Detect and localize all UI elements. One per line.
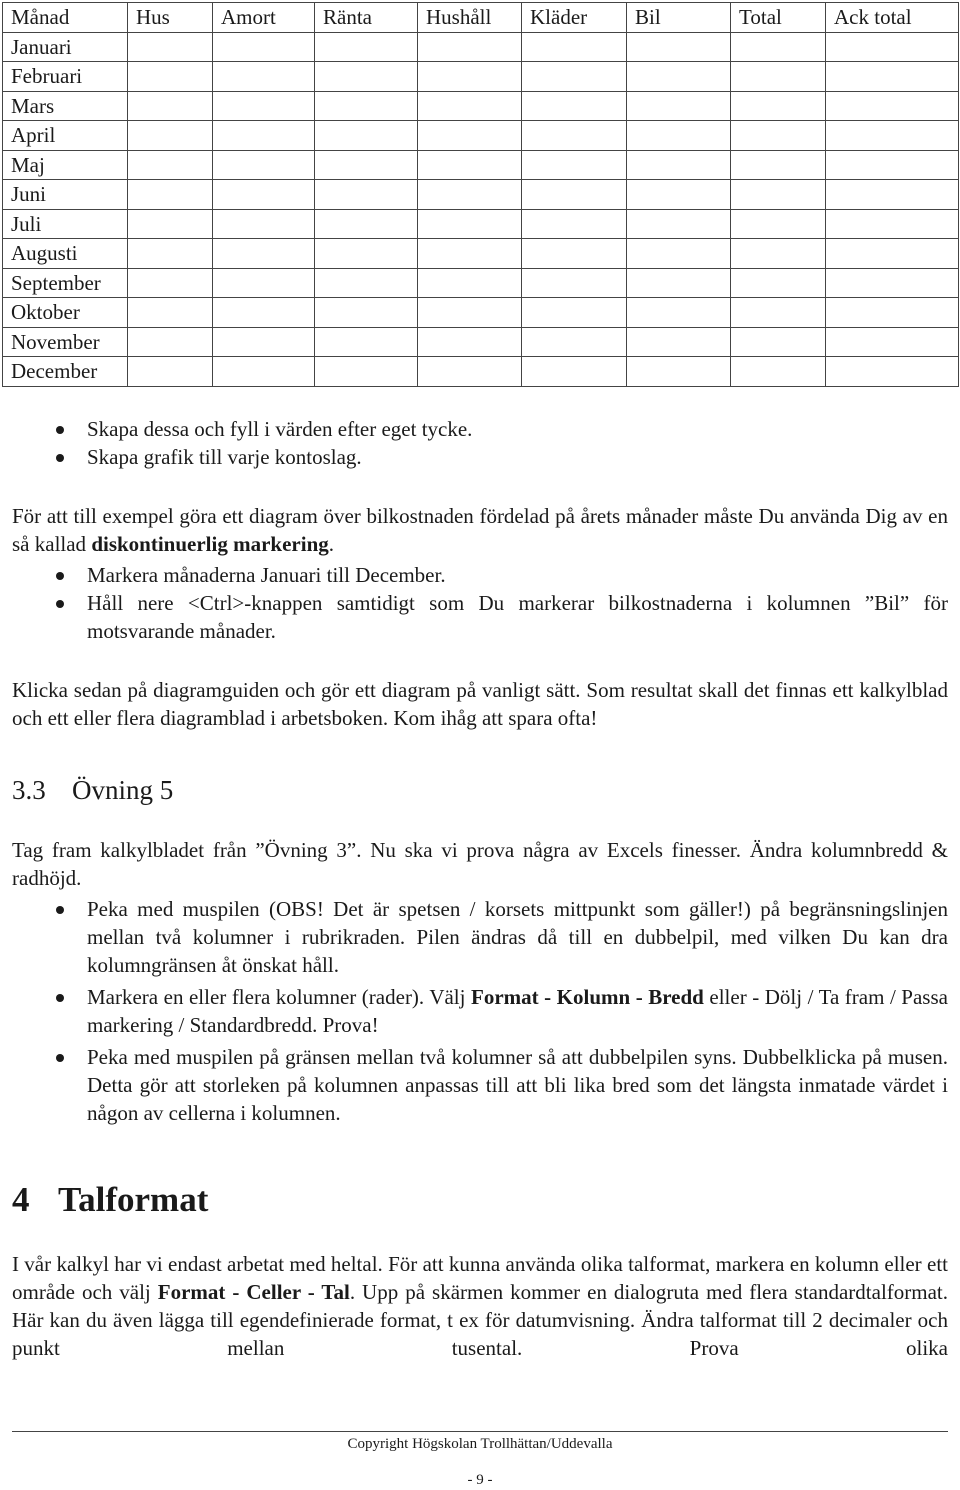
empty-cell [213,239,315,269]
empty-cell [731,239,826,269]
month-cell: April [3,121,128,151]
table-row [3,268,959,298]
bullet-icon [56,426,64,434]
empty-cell [315,357,418,387]
empty-cell [315,327,418,357]
paragraph-3: Tag fram kalkylbladet från ”Övning 3”. Nu ska vi prova några av Excels finesser. Ändra kolumnbredd & radhöjd. [12,838,948,890]
empty-cell [418,150,522,180]
empty-cell [315,62,418,92]
empty-cell [826,239,959,269]
empty-cell [731,91,826,121]
empty-cell [826,62,959,92]
empty-cell [522,327,627,357]
section-heading-4: 4 Talformat [12,1180,209,1219]
list-item: Håll nere <Ctrl>-knappen samtidigt som Du markerar bilkostnaderna i kolumnen ”Bil” för motsvarande månader. [12,589,948,645]
empty-cell [627,209,731,239]
empty-cell [315,150,418,180]
header-manad: Månad [3,3,128,33]
empty-cell [522,298,627,328]
list-item: Markera en eller flera kolumner (rader). Välj Format - Kolumn - Bredd eller - Dölj / Ta fram / Passa markering / Standardbredd. Prova! [12,983,948,1039]
empty-cell [731,150,826,180]
empty-cell [418,121,522,151]
empty-cell [627,357,731,387]
empty-cell [128,180,213,210]
header-bil: Bil [627,3,731,33]
empty-cell [522,91,627,121]
empty-cell [522,357,627,387]
empty-cell [315,298,418,328]
empty-cell [522,239,627,269]
table-row [3,150,959,180]
empty-cell [826,268,959,298]
footer-divider [12,1431,948,1432]
empty-cell [418,32,522,62]
empty-cell [315,239,418,269]
empty-cell [315,268,418,298]
empty-cell [522,62,627,92]
bullet-icon [56,572,64,580]
header-hus: Hus [128,3,213,33]
empty-cell [315,91,418,121]
empty-cell [418,209,522,239]
header-total: Total [731,3,826,33]
month-cell: November [3,327,128,357]
empty-cell [213,327,315,357]
empty-cell [213,91,315,121]
empty-cell [522,180,627,210]
empty-cell [627,327,731,357]
empty-cell [315,180,418,210]
table-row [3,121,959,151]
header-hushall: Hushåll [418,3,522,33]
paragraph-4: I vår kalkyl har vi endast arbetat med heltal. För att kunna använda olika talformat, markera en kolumn eller ett område och välj Format - Celler - Tal. Upp på skärmen kommer en dialogruta med flera standardtalformat. Här kan du även lägga till egendefinierade format, t ex för datumvisning. Ändra talformat till 2 decimaler och punkt mellan tusental. Prova olika [12,1252,949,1360]
empty-cell [826,32,959,62]
table-row [3,239,959,269]
empty-cell [128,62,213,92]
month-cell: Februari [3,62,128,92]
empty-cell [627,150,731,180]
empty-cell [826,150,959,180]
bold-term: diskontinuerlig markering [91,532,329,556]
empty-cell [522,32,627,62]
empty-cell [128,239,213,269]
empty-cell [213,209,315,239]
bullet-icon [56,994,64,1002]
bold-menu-path: Format - Celler - Tal [157,1280,350,1304]
empty-cell [213,150,315,180]
empty-cell [731,62,826,92]
month-cell: Januari [3,32,128,62]
empty-cell [418,239,522,269]
empty-cell [731,327,826,357]
bullet-list-3 [12,895,948,1127]
empty-cell [418,91,522,121]
list-item: Peka med muspilen på gränsen mellan två kolumner så att dubbelpilen syns. Dubbelklicka på musen. Detta gör att storleken på kolumnen anpassas till att bli lika bred som det längsta inmatade värdet i någon av cellerna i kolumnen. [12,1043,948,1127]
header-ack-total: Ack total [826,3,959,33]
empty-cell [627,62,731,92]
empty-cell [627,268,731,298]
empty-cell [826,91,959,121]
empty-cell [522,268,627,298]
empty-cell [418,298,522,328]
empty-cell [213,357,315,387]
table-row [3,32,959,62]
empty-cell [627,121,731,151]
empty-cell [128,209,213,239]
empty-cell [315,209,418,239]
empty-cell [128,268,213,298]
empty-cell [826,121,959,151]
empty-cell [731,180,826,210]
month-cell: December [3,357,128,387]
header-ranta: Ränta [315,3,418,33]
empty-cell [731,209,826,239]
empty-cell [826,209,959,239]
empty-cell [627,239,731,269]
header-klader: Kläder [522,3,627,33]
empty-cell [627,180,731,210]
list-item: Markera månaderna Januari till December. [12,561,948,589]
empty-cell [826,327,959,357]
bullet-icon [56,454,64,462]
empty-cell [128,121,213,151]
table-row [3,209,959,239]
table-row [3,298,959,328]
list-item: Peka med muspilen (OBS! Det är spetsen / korsets mittpunkt som gäller!) på begränsningslinjen mellan två kolumner i rubrikraden. Pilen ändras då till en dubbelpil, med vilken Du kan dra kolumngränsen åt önskat håll. [12,895,948,979]
table-header-row [3,3,959,33]
month-cell: Juni [3,180,128,210]
month-cell: Augusti [3,239,128,269]
empty-cell [128,32,213,62]
section-heading-3-3: 3.3 Övning 5 [12,775,174,805]
empty-cell [315,32,418,62]
empty-cell [213,62,315,92]
bullet-icon [56,1054,64,1062]
empty-cell [522,150,627,180]
empty-cell [213,268,315,298]
list-item: Skapa dessa och fyll i värden efter eget tycke. [12,415,948,443]
empty-cell [128,357,213,387]
empty-cell [418,327,522,357]
bullet-icon [56,600,64,608]
month-cell: September [3,268,128,298]
empty-cell [731,268,826,298]
empty-cell [128,150,213,180]
empty-cell [731,298,826,328]
table-row [3,91,959,121]
empty-cell [731,121,826,151]
empty-cell [627,91,731,121]
empty-cell [418,62,522,92]
empty-cell [826,180,959,210]
empty-cell [627,298,731,328]
empty-cell [128,327,213,357]
empty-cell [826,357,959,387]
empty-cell [213,298,315,328]
month-cell: Juli [3,209,128,239]
empty-cell [731,357,826,387]
paragraph-1: För att till exempel göra ett diagram över bilkostnaden fördelad på årets månader måste Du använda Dig av en så kallad diskontinuerlig markering. [12,504,948,556]
bullet-list-2 [12,561,948,645]
page-number: - 9 - [467,1472,493,1488]
month-cell: Mars [3,91,128,121]
table-row [3,180,959,210]
header-amort: Amort [213,3,315,33]
month-cell: Oktober [3,298,128,328]
bullet-icon [56,906,64,914]
table-row [3,327,959,357]
empty-cell [128,298,213,328]
table-row [3,357,959,387]
empty-cell [522,209,627,239]
month-cell: Maj [3,150,128,180]
empty-cell [213,180,315,210]
empty-cell [418,357,522,387]
empty-cell [522,121,627,151]
empty-cell [418,180,522,210]
empty-cell [315,121,418,151]
bullet-list-1 [12,415,948,471]
empty-cell [213,32,315,62]
empty-cell [213,121,315,151]
table-row [3,62,959,92]
budget-table [2,2,959,387]
empty-cell [128,91,213,121]
empty-cell [731,32,826,62]
empty-cell [826,298,959,328]
footer-copyright: Copyright Högskolan Trollhättan/Uddevalla [347,1436,613,1452]
empty-cell [627,32,731,62]
list-item: Skapa grafik till varje kontoslag. [12,443,948,471]
paragraph-2: Klicka sedan på diagramguiden och gör ett diagram på vanligt sätt. Som resultat skall det finnas ett kalkylblad och ett eller flera diagramblad i arbetsboken. Kom ihåg att spara ofta! [12,678,948,730]
empty-cell [418,268,522,298]
bold-menu-path: Format - Kolumn - Bredd [471,985,704,1009]
